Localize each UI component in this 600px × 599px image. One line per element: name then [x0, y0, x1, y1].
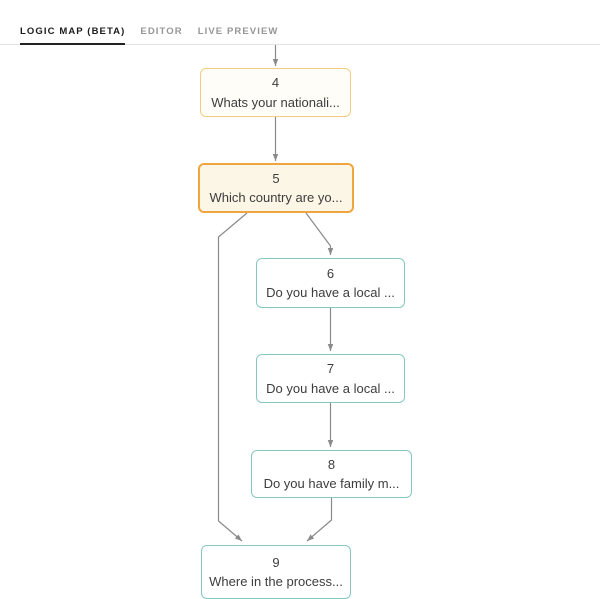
- node-label: Whats your nationali...: [211, 94, 340, 110]
- tab-live-preview[interactable]: LIVE PREVIEW: [197, 26, 279, 37]
- node-label: Which country are yo...: [209, 190, 343, 205]
- node-question-7[interactable]: [256, 354, 405, 403]
- tab-logic-map[interactable]: LOGIC MAP (BETA): [20, 26, 125, 45]
- node-question-8[interactable]: [251, 450, 412, 498]
- node-question-5[interactable]: [198, 163, 354, 213]
- edge-5-to-9: [219, 213, 248, 541]
- node-label: Where in the process...: [209, 574, 343, 589]
- node-number: 9: [272, 554, 280, 570]
- node-question-9[interactable]: [201, 545, 351, 599]
- node-label: Do you have a local ...: [266, 380, 395, 396]
- node-label: Do you have a local ...: [266, 285, 395, 300]
- tab-bar: [0, 0, 600, 45]
- node-number: 6: [326, 265, 335, 281]
- node-question-6[interactable]: [256, 258, 405, 308]
- tab-editor[interactable]: EDITOR: [140, 26, 183, 37]
- node-number: 4: [271, 75, 280, 90]
- node-label: Do you have family m...: [263, 476, 400, 491]
- node-number: 5: [272, 170, 280, 186]
- edge-5-to-6: [306, 213, 331, 255]
- node-number: 8: [327, 456, 336, 472]
- edge-8-to-9: [307, 498, 332, 541]
- node-number: 7: [326, 361, 335, 376]
- node-question-4[interactable]: [200, 68, 351, 117]
